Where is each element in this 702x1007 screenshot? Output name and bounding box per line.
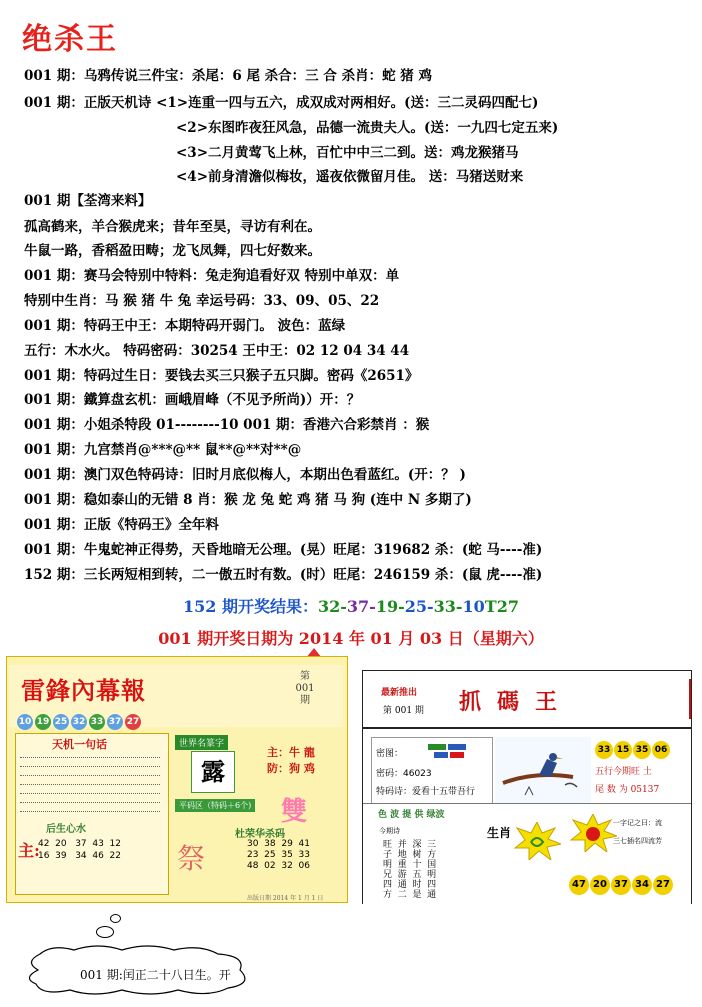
bubble-dot xyxy=(96,926,114,938)
ball: 47 xyxy=(569,875,589,895)
result-number: 25- xyxy=(404,597,434,616)
line-7: 孤高鹤来，羊合猴虎来；昔年至昊，寻访有利在。 xyxy=(24,219,321,235)
result-number: 19- xyxy=(375,597,405,616)
ball: 06 xyxy=(652,741,670,759)
number-list: 42 20 37 43 12 16 39 34 46 22 xyxy=(38,839,122,861)
bottom-section xyxy=(363,803,691,904)
ball: 33 xyxy=(89,714,105,730)
shama-grid: 30 38 29 41 23 25 35 33 48 02 32 06 xyxy=(247,839,310,871)
ox-burst-icon xyxy=(569,814,617,852)
mima-code: 密码：46023 xyxy=(376,769,432,779)
result-special: T27 xyxy=(484,597,519,616)
shuang-char: 雙 xyxy=(281,797,308,827)
zhu-line: 主：牛 龍 xyxy=(267,746,315,759)
ji-char: 祭 xyxy=(177,842,206,875)
result-number: 37- xyxy=(346,597,376,616)
line-21: 152 期：三长两短相到转，二一傲五时有数。(时）旺尾：246159 杀：(鼠 虎----准) xyxy=(24,567,543,583)
right-newspaper xyxy=(362,670,692,904)
ball: 37 xyxy=(107,714,123,730)
issue-number: 第 001 期 xyxy=(295,671,315,706)
bottom-number-balls xyxy=(569,872,674,895)
ball: 25 xyxy=(53,714,69,730)
line-5: <4>前身清澹似梅妆，遥夜依微留月佳。 送：马猪送财来 xyxy=(176,169,524,185)
newspaper-title: 雷鋒內幕報 xyxy=(21,676,146,705)
shama-section xyxy=(171,823,339,893)
top-number-balls xyxy=(595,737,671,759)
number-balls xyxy=(17,709,143,730)
publish-date: 出版日期 2014 年 1 月 1 日 xyxy=(247,895,324,902)
result-label: 152 期开奖结果： xyxy=(183,597,318,616)
left-newspaper xyxy=(6,656,348,903)
poem-columns: 旺 并 深 三 子 地 树 方 明 重 十 国 兄 游 五 明 四 通 时 四 方 二 是 通 xyxy=(383,840,437,900)
line-13: 001 期：特码过生日：要钱去买三只猴子五只脚。密码《2651》 xyxy=(24,368,419,384)
text-row xyxy=(20,806,160,812)
draw-date: 001 期开奖日期为 2014 年 01 月 03 日（星期六） xyxy=(158,629,544,648)
section-tag: 世界名篆字 xyxy=(175,735,228,750)
ball: 37 xyxy=(611,875,631,895)
line-6: 001 期【荃湾来料】 xyxy=(24,193,152,209)
line-9: 001 期：赛马会特别中特料：兔走狗追看好双 特别中单双：单 xyxy=(24,268,400,284)
zhuanzi-section xyxy=(171,733,339,827)
line-11: 001 期：特码王中王：本期特码开弱门。 波色：蓝绿 xyxy=(24,318,346,334)
bubble-text: 001 期:闰正二十八日生。开 xyxy=(80,968,231,982)
line-10: 特别中生肖：马 猴 猪 牛 兔 幸运号码：33、09、05、22 xyxy=(24,293,380,309)
bird-painting-icon xyxy=(495,737,591,803)
shama-title: 杜荣华杀码 xyxy=(235,829,285,840)
line-3: <2>东图昨夜狂风急，品德一流贵夫人。(送：一九四七定五来) xyxy=(176,120,559,136)
ball: 32 xyxy=(71,714,87,730)
ball: 15 xyxy=(614,741,632,759)
ball: 35 xyxy=(633,741,651,759)
line-4: <3>二月黄莺飞上林，百忙中中三二到。送：鸡龙猴猪马 xyxy=(176,145,519,161)
text-row xyxy=(20,761,160,767)
xin-title: 后生心水 xyxy=(46,824,86,835)
line-1: 001 期：乌鸦传说三件宝：杀尾：6 尾 杀合：三 合 杀肖：蛇 猪 鸡 xyxy=(24,68,432,84)
text-row xyxy=(20,752,160,758)
wuxing-line: 五行今期旺 土 xyxy=(595,767,652,777)
ball: 33 xyxy=(595,741,613,759)
line-19: 001 期：正版《特码王》全年料 xyxy=(24,517,219,533)
qi-note: 三七插名四流芳 xyxy=(613,837,662,845)
color-tip: 色 波 提 供 绿波 xyxy=(378,810,445,820)
newspaper-header xyxy=(9,665,343,727)
text-row xyxy=(20,770,160,776)
snake-burst-icon xyxy=(513,822,561,860)
ball: 27 xyxy=(653,875,673,895)
new-label: 最新推出 xyxy=(381,688,418,698)
line-15: 001 期：小姐杀特段 01--------10 001 期：香港六合彩禁肖 ：猴 xyxy=(24,417,430,433)
logo-icon xyxy=(428,742,468,760)
wuxing-info xyxy=(595,763,659,799)
pingma-tag: 平码区（特码＋6个) xyxy=(175,799,255,812)
ball: 27 xyxy=(125,714,141,730)
yizi-note: 一字记之曰：流 xyxy=(613,819,662,827)
section-title: 天机一句话 xyxy=(52,738,107,751)
mitu-label: 密图： xyxy=(376,749,404,759)
issue-number: 第 001 期 xyxy=(383,706,424,716)
poem-label: 今期诗 xyxy=(379,827,400,835)
ball: 10 xyxy=(17,714,33,730)
zhu-label: 主: xyxy=(18,841,40,860)
page-title: 绝杀王 xyxy=(22,22,118,57)
mima-box xyxy=(371,737,493,805)
result-number: 33- xyxy=(433,597,463,616)
line-12: 五行：木水火。 特码密码：30254 王中王：02 12 04 34 44 xyxy=(24,343,410,359)
draw-result xyxy=(0,594,702,617)
result-number: 10 xyxy=(462,597,485,616)
thought-cloud xyxy=(18,944,256,996)
bubble-dot xyxy=(110,914,121,923)
line-8: 牛鼠一路，香稻盈田畴；龙飞凤舞，四七好数来。 xyxy=(24,243,321,259)
line-2: 001 期：正版天机诗 <1>连重一四与五六，成双成对两相好。(送：三二灵码四配七) xyxy=(24,95,539,111)
newspaper-title: 抓碼王 xyxy=(459,689,574,715)
text-row xyxy=(20,788,160,794)
line-14: 001 期：鐵算盘玄机：画峨眉峰（不见予所尚)）开：？ xyxy=(24,392,361,408)
line-20: 001 期：牛鬼蛇神正得势，天昏地暗无公理。(晃）旺尾：319682 杀：(蛇 马----准) xyxy=(24,542,543,558)
text-row xyxy=(20,779,160,785)
ball: 19 xyxy=(35,714,51,730)
fang-line: 防：狗 鸡 xyxy=(267,762,315,775)
tema-poem: 特码诗：爱看十五带吾行 xyxy=(376,787,476,797)
weishu-line: 尾 数 为 05137 xyxy=(595,785,660,795)
newspaper-header xyxy=(363,671,691,729)
line-18: 001 期：稳如泰山的无错 8 肖：猴 龙 兔 蛇 鸡 猪 马 狗 (连中 N 多期了) xyxy=(24,492,472,508)
line-16: 001 期：九宫禁肖@***@** 鼠**@**对**@ xyxy=(24,442,302,458)
side-bar xyxy=(689,679,691,719)
line-17: 001 期：澳门双色特码诗：旧时月底似梅人，本期出色看蓝红。(开：？ ) xyxy=(24,467,466,483)
ball: 34 xyxy=(632,875,652,895)
zhu-fang xyxy=(267,745,315,777)
dew-char: 露 xyxy=(191,751,235,793)
ball: 20 xyxy=(590,875,610,895)
shengxiao-label: 生肖 xyxy=(487,826,512,840)
result-number: 32- xyxy=(318,597,347,616)
tianji-section xyxy=(15,733,169,895)
text-row xyxy=(20,797,160,803)
